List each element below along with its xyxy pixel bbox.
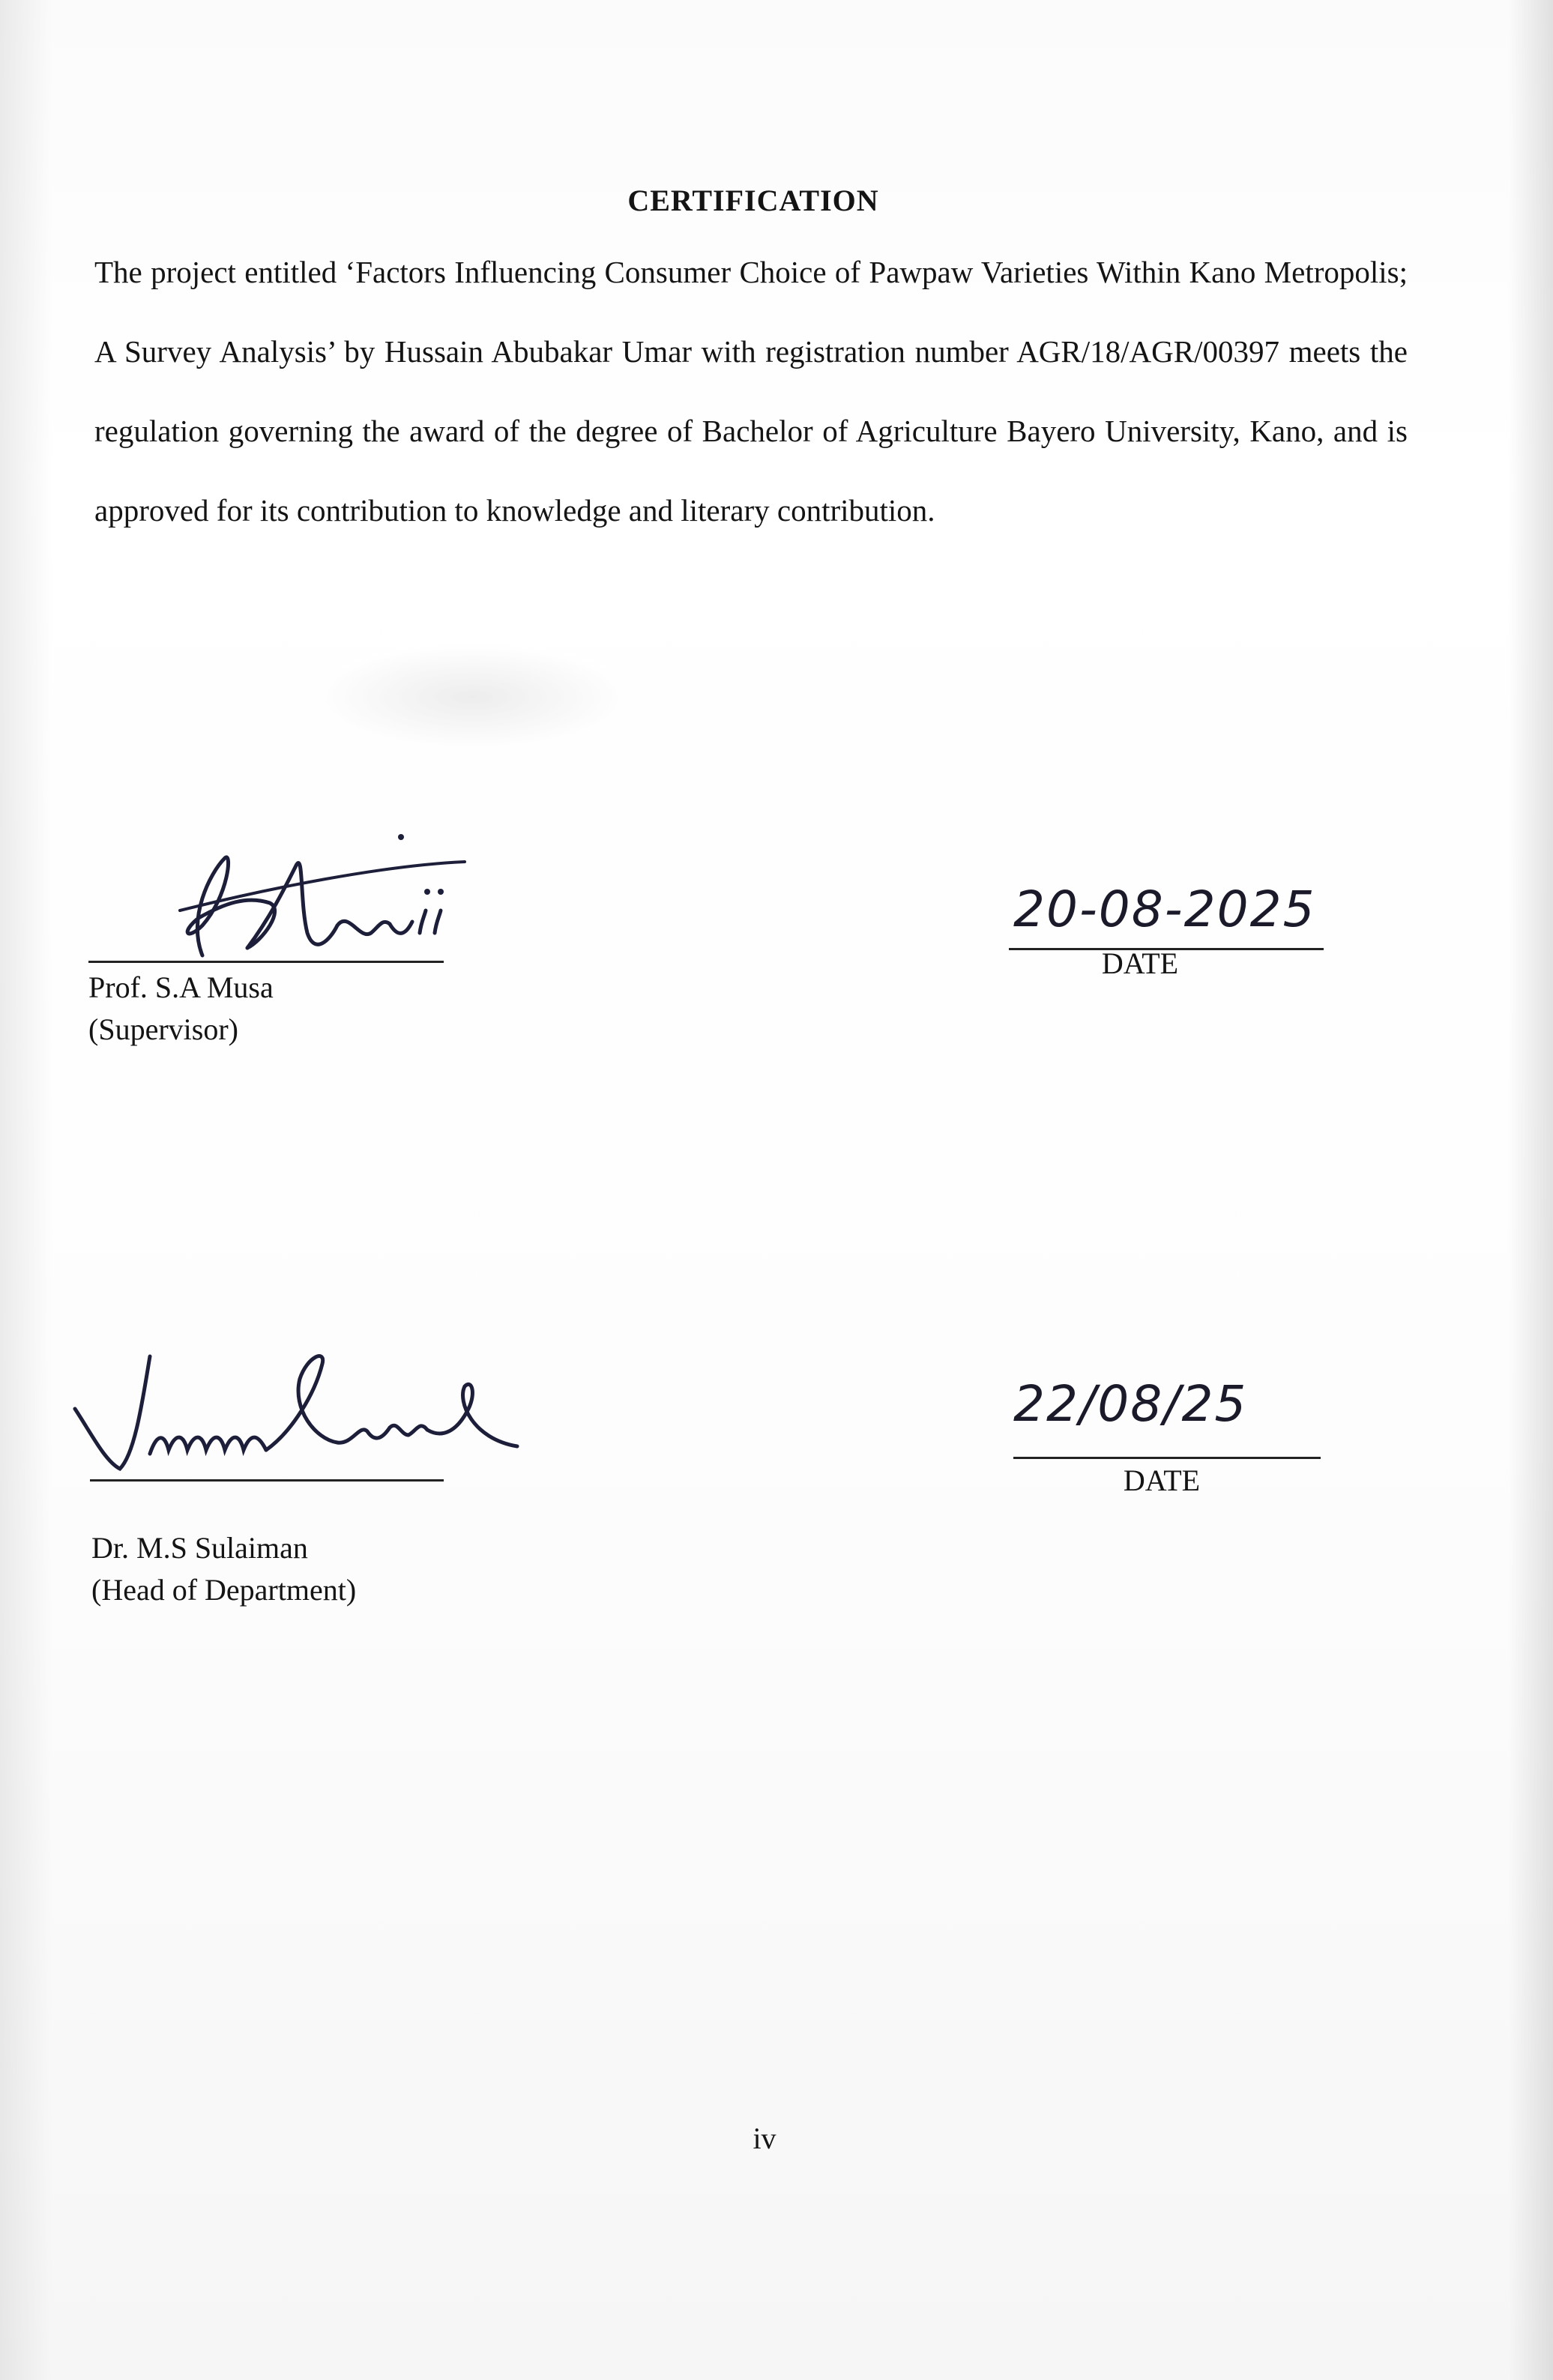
hod-date-label: DATE xyxy=(1123,1464,1201,1497)
hod-date-line xyxy=(1013,1457,1321,1459)
hod-role: (Head of Department) xyxy=(91,1573,357,1607)
supervisor-handwritten-date: 20-08-2025 xyxy=(1013,881,1316,938)
hod-signature xyxy=(67,1341,547,1484)
hod-handwritten-date: 22/08/25 xyxy=(1013,1375,1248,1433)
certification-statement: The project entitled ‘Factors Influencing Consumer Choice of Pawpaw Varieties Within Kano Metropolis; A Survey Analysis’ by Hussain Abubakar Umar with registration number AGR/18/AGR/00397 meets the regulation governing the award of the degree of Bachelor of Agriculture Bayero University, Kano, and is approved for its contribution to knowledge and literary contribution. xyxy=(94,255,1408,528)
certification-heading: CERTIFICATION xyxy=(627,184,879,217)
supervisor-date-label: DATE xyxy=(1101,946,1179,980)
supervisor-role: (Supervisor) xyxy=(88,1012,238,1046)
supervisor-signature-line xyxy=(88,961,444,963)
hod-name: Dr. M.S Sulaiman xyxy=(91,1531,308,1565)
page-number: iv xyxy=(753,2121,776,2155)
hod-signature-line xyxy=(90,1479,444,1482)
supervisor-signature xyxy=(157,828,472,970)
paper-smudge xyxy=(315,644,630,749)
supervisor-name: Prof. S.A Musa xyxy=(88,970,274,1004)
